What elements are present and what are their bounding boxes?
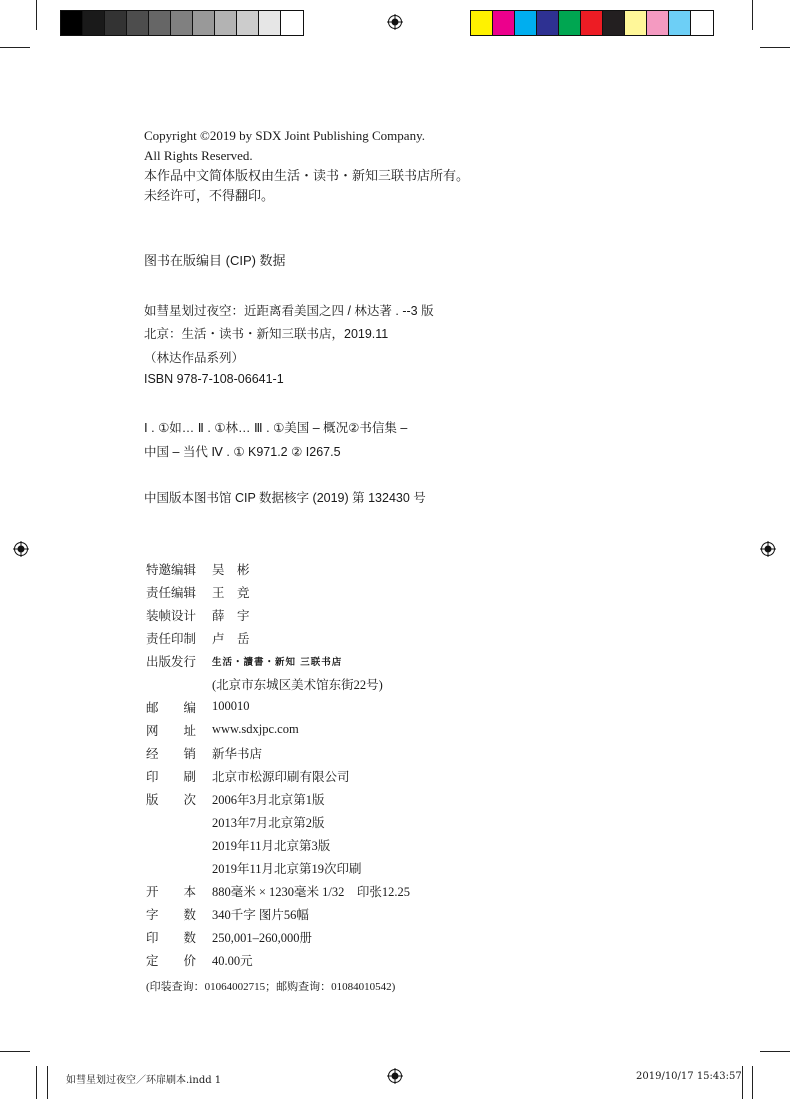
credit-value: 卢 岳	[212, 631, 250, 646]
credit-row	[146, 879, 410, 902]
gray-swatch	[193, 11, 215, 35]
credit-label: 特邀编辑	[146, 562, 197, 577]
credit-row	[146, 741, 410, 764]
price-value: 40.00元	[212, 953, 253, 968]
credit-row	[146, 925, 410, 948]
credit-row	[146, 718, 410, 741]
credit-row	[146, 557, 410, 580]
crop-mark-top-right-h	[760, 47, 790, 48]
color-swatch	[625, 11, 647, 35]
edition-value: 2013年7月北京第2版	[212, 815, 325, 830]
credit-row	[146, 603, 410, 626]
color-swatch	[603, 11, 625, 35]
credit-value: 吴 彬	[212, 562, 250, 577]
word-count-value: 340千字 图片56幅	[212, 907, 309, 922]
copyright-line: Copyright ©2019 by SDX Joint Publishing Company.	[144, 128, 425, 143]
credit-label: 印 数	[146, 930, 196, 945]
credits-block	[146, 557, 410, 971]
rights-cn-line: 本作品中文简体版权由生活・读书・新知三联书店所有。	[144, 168, 470, 183]
credit-label: 定 价	[146, 953, 196, 968]
credit-value: 薛 宇	[212, 608, 250, 623]
gray-swatch	[83, 11, 105, 35]
copyright-block	[144, 126, 469, 206]
format-value: 880毫米 × 1230毫米 1/32 印张12.25	[212, 884, 411, 899]
inquiry-note: (印装查询：01064002715；邮购查询：01084010542)	[146, 981, 396, 993]
cip-book-title: 如彗星划过夜空：近距离看美国之四 / 林达著 . --3 版	[144, 304, 434, 318]
publisher-logotype: 生活・讀書・新知 三联书店	[212, 656, 343, 668]
cip-title: 图书在版编目 (CIP) 数据	[144, 253, 286, 268]
credit-row	[146, 833, 410, 856]
credit-row	[146, 695, 410, 718]
crop-mark-bottom-left-v	[36, 1066, 37, 1099]
crop-mark-bottom-right-h	[760, 1051, 790, 1052]
credit-label: 责任印制	[146, 631, 197, 646]
reprint-line: 未经许可，不得翻印。	[144, 188, 275, 203]
printer-value: 北京市松源印刷有限公司	[212, 769, 350, 784]
color-swatch	[537, 11, 559, 35]
gray-swatch	[127, 11, 149, 35]
color-swatch	[471, 11, 493, 35]
credit-label: 装帧设计	[146, 608, 197, 623]
credit-row	[146, 948, 410, 971]
cip-classification-1: Ⅰ . ①如… Ⅱ . ①林… Ⅲ . ①美国 – 概况②书信集 –	[144, 421, 408, 435]
color-swatch	[669, 11, 691, 35]
cip-isbn: ISBN 978-7-108-06641-1	[144, 372, 284, 386]
rights-line: All Rights Reserved.	[144, 148, 253, 163]
credit-label: 字 数	[146, 907, 196, 922]
distributor-value: 新华书店	[212, 746, 263, 761]
credit-row	[146, 810, 410, 833]
credit-row	[146, 626, 410, 649]
cip-series: （林达作品系列）	[144, 351, 245, 365]
gray-swatch	[61, 11, 83, 35]
registration-mark-left-icon	[13, 541, 29, 557]
color-swatch	[691, 11, 713, 35]
crop-mark-top-left-v	[36, 0, 37, 30]
credit-row	[146, 649, 410, 672]
crop-mark-bottom-right-v2	[752, 1066, 753, 1099]
edition-value: 2019年11月北京第19次印刷	[212, 861, 362, 876]
crop-mark-bottom-left-v2	[47, 1066, 48, 1099]
color-swatch	[559, 11, 581, 35]
credit-row	[146, 580, 410, 603]
gray-swatch	[215, 11, 237, 35]
color-swatch	[647, 11, 669, 35]
credit-label: 开 本	[146, 884, 196, 899]
crop-mark-top-right-v	[752, 0, 753, 30]
registration-mark-top-icon	[387, 14, 403, 30]
credit-value: 王 竞	[212, 585, 250, 600]
postcode-value: 100010	[212, 699, 250, 713]
registration-mark-right-icon	[760, 541, 776, 557]
credit-label: 版 次	[146, 792, 196, 807]
slug-timestamp: 2019/10/17 15:43:57	[636, 1071, 742, 1082]
crop-mark-bottom-right-v	[742, 1066, 743, 1099]
website-value: www.sdxjpc.com	[212, 722, 299, 736]
credit-label: 网 址	[146, 723, 196, 738]
credit-row	[146, 902, 410, 925]
color-swatch	[515, 11, 537, 35]
color-swatch	[493, 11, 515, 35]
cip-record-number: 中国版本图书馆 CIP 数据核字 (2019) 第 132430 号	[144, 491, 426, 505]
credit-label: 邮 编	[146, 700, 196, 715]
credit-label: 出版发行	[146, 654, 197, 669]
crop-mark-top-left-h	[0, 47, 30, 48]
gray-swatch	[237, 11, 259, 35]
credit-row	[146, 764, 410, 787]
gray-swatch	[281, 11, 303, 35]
print-run-value: 250,001–260,000册	[212, 930, 313, 945]
registration-mark-bottom-icon	[387, 1068, 403, 1084]
credit-row	[146, 787, 410, 810]
edition-value: 2006年3月北京第1版	[212, 792, 325, 807]
slug-filename: 如彗星划过夜空／环扉刷本.indd 1	[66, 1075, 222, 1086]
edition-value: 2019年11月北京第3版	[212, 838, 331, 853]
gray-scale-bar	[60, 10, 304, 36]
gray-swatch	[259, 11, 281, 35]
gray-swatch	[171, 11, 193, 35]
gray-swatch	[149, 11, 171, 35]
publisher-address: (北京市东城区美术馆东街22号)	[212, 677, 383, 692]
color-swatch	[581, 11, 603, 35]
credit-row	[146, 672, 410, 695]
credit-label: 责任编辑	[146, 585, 197, 600]
cip-publisher: 北京：生活・读书・新知三联书店，2019.11	[144, 327, 389, 341]
credit-label: 经 销	[146, 746, 196, 761]
credit-label: 印 刷	[146, 769, 196, 784]
credit-row	[146, 856, 410, 879]
color-bar	[470, 10, 714, 36]
crop-mark-bottom-left-h	[0, 1051, 30, 1052]
gray-swatch	[105, 11, 127, 35]
cip-classification-2: 中国 – 当代 Ⅳ . ① K971.2 ② I267.5	[144, 445, 341, 459]
